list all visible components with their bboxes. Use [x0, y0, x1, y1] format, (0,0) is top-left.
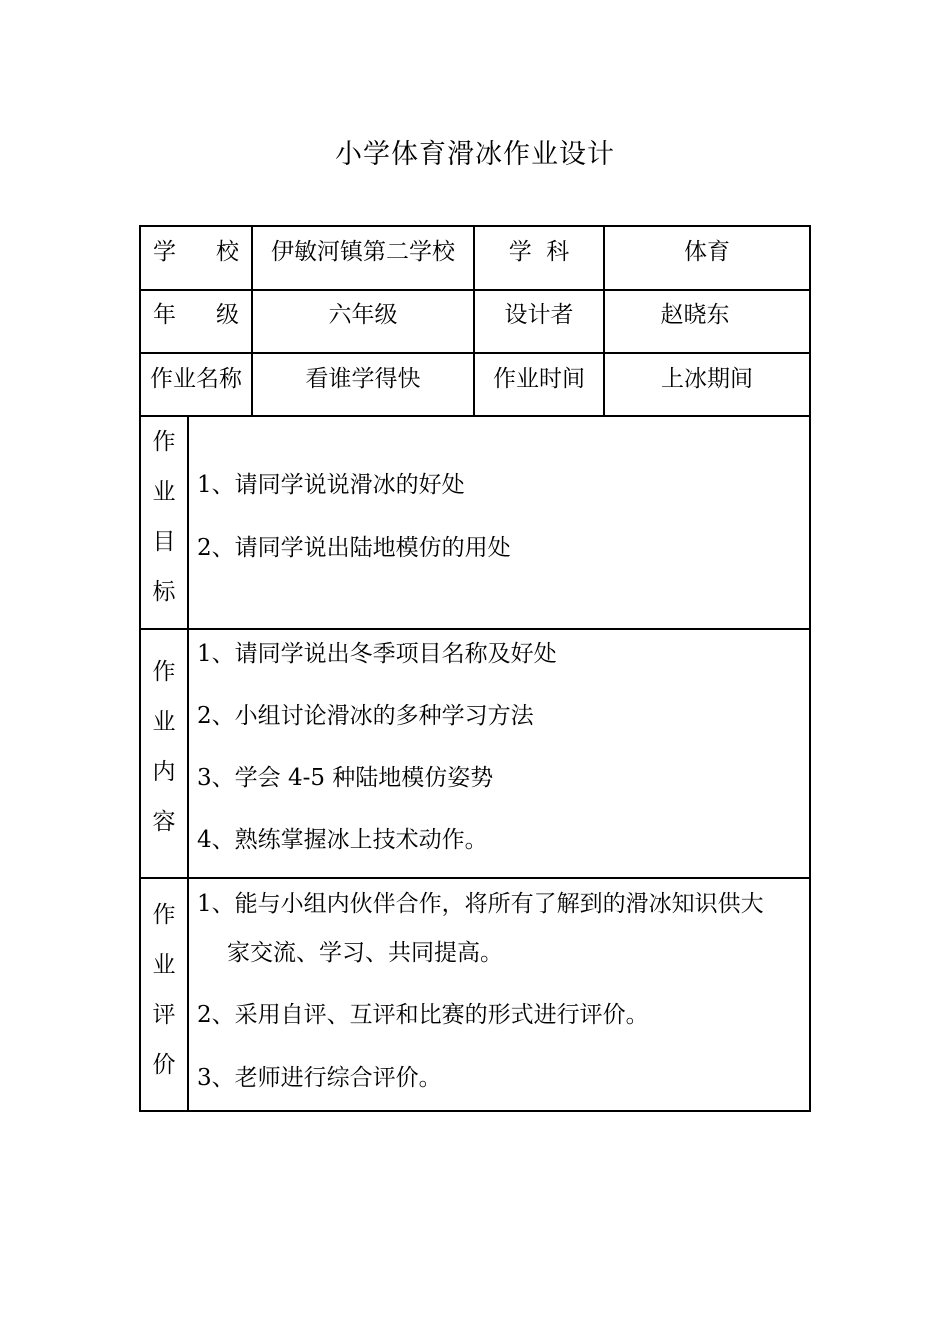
goal-item: 2、请同学说出陆地模仿的用处	[197, 535, 511, 561]
document-title: 小学体育滑冰作业设计	[335, 139, 615, 170]
evaluation-item-continuation: 家交流、学习、共同提高。	[227, 940, 503, 966]
row-divider	[141, 877, 809, 879]
grade-label: 年 级	[153, 302, 239, 328]
evaluation-item: 3、老师进行综合评价。	[197, 1065, 442, 1091]
designer-label: 设计者	[504, 302, 574, 328]
designer-value: 赵晓东	[660, 302, 730, 328]
content-item: 4、熟练掌握冰上技术动作。	[197, 827, 488, 853]
row-divider	[141, 289, 809, 291]
goal-section-label: 作 业 目 标	[152, 429, 176, 605]
grade-value: 六年级	[328, 302, 398, 328]
column-divider	[187, 415, 189, 1110]
school-value: 伊敏河镇第二学校	[271, 239, 455, 265]
row-divider	[141, 352, 809, 354]
evaluation-item: 1、能与小组内伙伴合作，将所有了解到的滑冰知识供大	[197, 891, 764, 917]
content-item: 3、学会 4-5 种陆地模仿姿势	[197, 765, 494, 791]
evaluation-section-label: 作 业 评 价	[152, 902, 176, 1078]
homework-design-table	[139, 225, 811, 1112]
content-item: 2、小组讨论滑冰的多种学习方法	[197, 703, 534, 729]
content-section-label: 作 业 内 容	[152, 659, 176, 835]
content-item: 1、请同学说出冬季项目名称及好处	[197, 641, 557, 667]
row-divider	[141, 628, 809, 630]
homework-name-label: 作业名称	[150, 366, 242, 392]
school-label: 学 校	[153, 239, 239, 265]
evaluation-item: 2、采用自评、互评和比赛的形式进行评价。	[197, 1002, 649, 1028]
homework-name-value: 看谁学得快	[305, 366, 421, 392]
homework-time-value: 上冰期间	[661, 366, 753, 392]
homework-time-label: 作业时间	[493, 366, 585, 392]
row-divider	[141, 415, 809, 417]
subject-label: 学 科	[508, 239, 570, 265]
subject-value: 体育	[684, 239, 730, 265]
goal-item: 1、请同学说说滑冰的好处	[197, 472, 465, 498]
